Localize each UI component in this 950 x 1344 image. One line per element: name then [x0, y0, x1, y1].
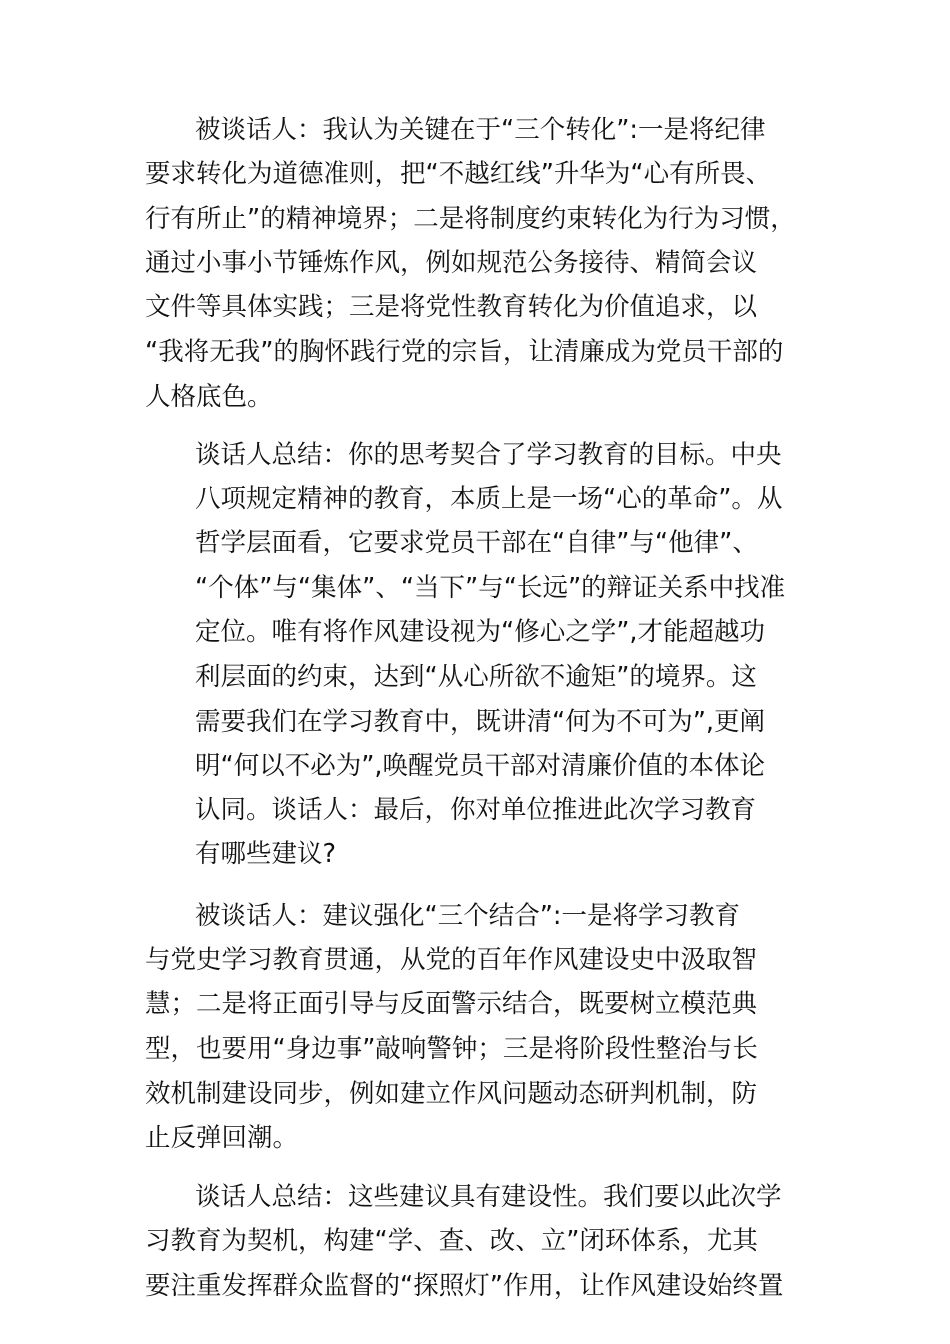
text-line: 慧；二是将正面引导与反面警示结合，既要树立模范典 [145, 989, 758, 1019]
text-line: 文件等具体实践；三是将党性教育转化为价值追求，以 [145, 292, 758, 322]
text-line: 谈话人总结：这些建议具有建设性。我们要以此次学 [195, 1182, 782, 1212]
text-line: 习教育为契机，构建“学、查、改、立”闭环体系，尤其 [145, 1226, 758, 1256]
text-line: 通过小事小节锤炼作风，例如规范公务接待、精简会议 [145, 248, 758, 278]
text-line: 被谈话人：建议强化“三个结合”:一是将学习教育 [195, 901, 741, 931]
text-line: 与党史学习教育贯通，从党的百年作风建设史中汲取智 [145, 945, 758, 975]
text-line: 型，也要用“身边事”敲响警钟；三是将阶段性整治与长 [145, 1034, 758, 1064]
text-line: 明“何以不必为”,唤醒党员干部对清廉价值的本体论 [195, 751, 766, 781]
text-line: 谈话人总结：你的思考契合了学习教育的目标。中央 [195, 440, 782, 470]
text-line: 止反弹回潮。 [145, 1123, 299, 1153]
text-line: 利层面的约束，达到“从心所欲不逾矩”的境界。这 [195, 662, 757, 692]
text-line: 有哪些建议? [195, 839, 337, 869]
text-line: 效机制建设同步，例如建立作风问题动态研判机制，防 [145, 1079, 758, 1109]
text-line: 哲学层面看，它要求党员干部在“自律”与“他律”、 [195, 528, 758, 558]
text-line: 人格底色。 [145, 382, 273, 412]
text-line: 八项规定精神的教育，本质上是一场“心的革命”。从 [195, 484, 783, 514]
text-line: 要求转化为道德准则，把“不越红线”升华为“心有所畏、 [145, 159, 772, 189]
text-line: 定位。唯有将作风建设视为“修心之学”,才能超越功 [195, 617, 766, 647]
text-line: 行有所止”的精神境界；二是将制度约束转化为行为习惯， [145, 204, 796, 234]
text-line: “个体”与“集体”、“当下”与“长远”的辩证关系中找准 [195, 573, 786, 603]
text-line: 要注重发挥群众监督的“探照灯”作用，让作风建设始终置 [145, 1271, 784, 1301]
text-line: 认同。谈话人：最后，你对单位推进此次学习教育 [195, 795, 757, 825]
text-line: 需要我们在学习教育中，既讲清“何为不可为”,更阐 [195, 707, 766, 737]
text-line: “我将无我”的胸怀践行党的宗旨，让清廉成为党员干部的 [145, 337, 784, 367]
text-line: 被谈话人：我认为关键在于“三个转化”:一是将纪律 [195, 115, 766, 145]
